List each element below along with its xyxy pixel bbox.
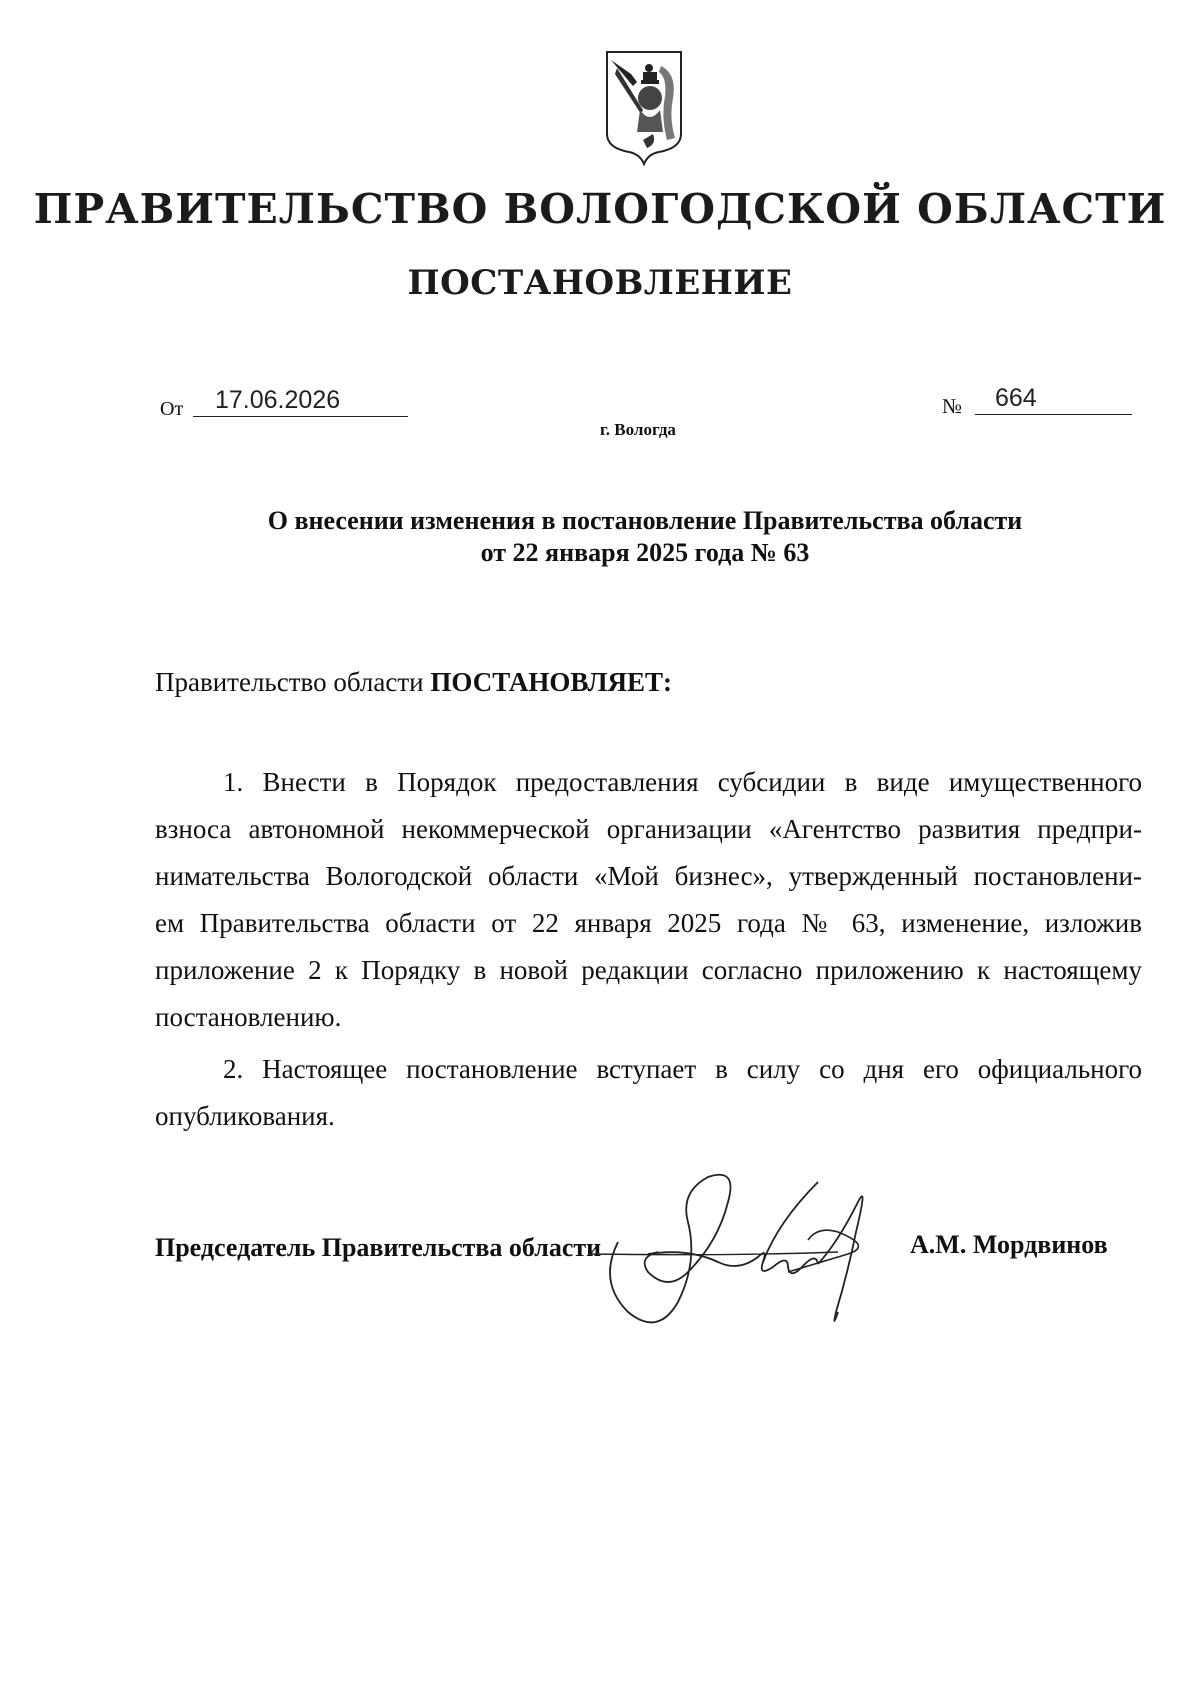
paragraph-line: приложение 2 к Порядку в новой редакции согласно приложению к настоящему [155,955,1142,985]
paragraph-line: опубликования. [155,1101,335,1131]
vologda-coat-of-arms-icon [603,48,685,168]
preamble-keyword: ПОСТАНОВЛЯЕТ: [430,667,672,697]
signatory-name: А.М. Мордвинов [910,1230,1108,1259]
document-subject [150,505,1140,569]
paragraph-line: нимательства Вологодской области «Мой бизнес», утвержденный постановлени- [155,861,1142,891]
document-number: 664 [995,384,1037,412]
paragraph-line: постановлению. [155,1002,342,1032]
handwritten-signature-icon [588,1162,948,1342]
preamble [155,667,672,698]
document-type: ПОСТАНОВЛЕНИЕ [407,263,793,303]
city: г. Вологда [600,420,676,439]
date-underline [193,416,408,417]
number-label: № [942,394,963,418]
paragraph-line: взноса автономной некоммерческой организации «Агентство развития предпри- [155,814,1142,844]
subject-line: О внесении изменения в постановление Правительства области [267,506,1023,535]
government-title: ПРАВИТЕЛЬСТВО ВОЛОГОДСКОЙ ОБЛАСТИ [33,185,1167,233]
paragraph-line: 1. Внести в Порядок предоставления субсидии в виде имущественного [223,767,1142,797]
number-underline [975,414,1132,415]
subject-line: от 22 января 2025 года № 63 [480,538,810,567]
date-label: От [160,398,184,420]
paragraph-line: ем Правительства области от 22 января 2025 года № 63, изменение, изложив [155,908,1142,938]
preamble-prefix: Правительство области [155,667,424,697]
paragraph-2 [155,1046,1142,1140]
document-date: 17.06.2026 [215,386,341,414]
paragraph-line: 2. Настоящее постановление вступает в силу со дня его официального [223,1054,1142,1084]
paragraph-1 [155,759,1142,1041]
signatory-position: Председатель Правительства области [155,1233,602,1262]
